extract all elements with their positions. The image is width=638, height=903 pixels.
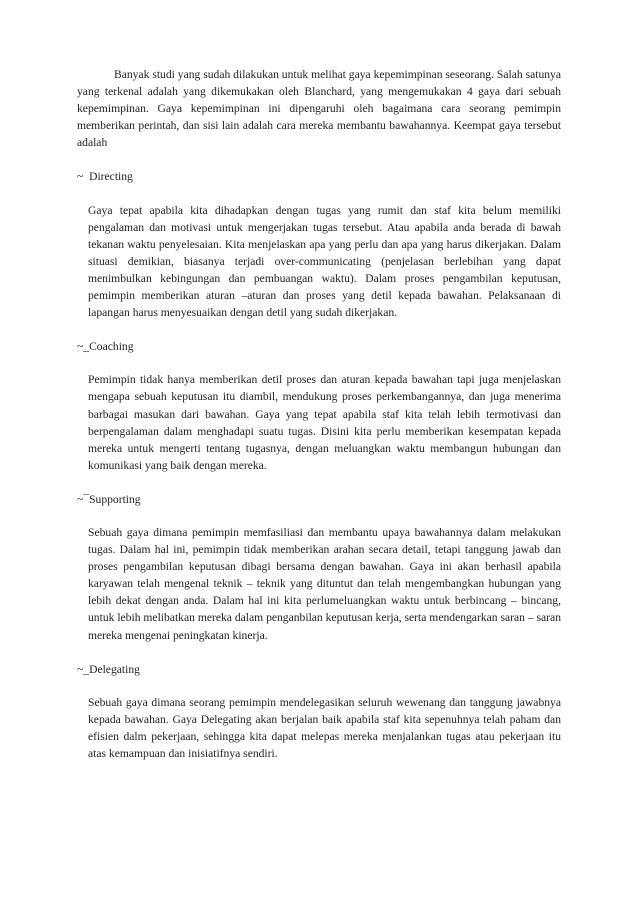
section-directing	[77, 168, 561, 321]
section-heading-supporting: ~¯Supporting	[77, 492, 141, 506]
section-heading-coaching: ~_Coaching	[77, 340, 134, 354]
intro-paragraph: Banyak studi yang sudah dilakukan untuk melihat gaya kepemimpinan seseorang. Salah satunya yang terkenal adalah yang dikemukakan oleh Blanchard, yang mengemukakan 4 gaya dari sebuah kepemimpinan. Gaya kepemimpinan ini dipengaruhi oleh bagaimana cara seorang pemimpin memberikan perintah, dan sisi lain adalah cara mereka membantu bawahannya. Keempat gaya tersebut adalah	[77, 68, 561, 150]
section-heading-directing: ~ Directing	[77, 170, 133, 184]
section-delegating	[77, 661, 561, 762]
section-body-coaching: Pemimpin tidak hanya memberikan detil proses dan aturan kepada bawahan tapi juga menjelaskan mengapa sebuah keputusan itu diambil, mendukung proses perkembangannya, dan juga menerima barbagai masukan dari bawahan. Gaya yang tepat apabila staf kita telah lebih termotivasi dan berpengalaman dalam menghadapi suatu tugas. Disini kita perlu memberikan kesempatan kepada mereka untuk mengerti tentang tugasnya, dengan meluangkan waktu membangun hubungan dan komunikasi yang baik dengan mereka.	[88, 373, 561, 472]
section-supporting	[77, 491, 561, 644]
section-body-directing: Gaya tepat apabila kita dihadapkan dengan tugas yang rumit dan staf kita belum memiliki pengalaman dan motivasi untuk mengerjakan tugas tersebut. Atau apabila anda berada di bawah tekanan waktu penyelesaian. Kita menjelaskan apa yang perlu dan apa yang harus dikerjakan. Dalam situasi demikian, biasanya terjadi over-communicating (penjelasan berlebihan yang dapat menimbulkan kebingungan dan pembuangan waktu). Dalam proses pengambilan keputusan, pemimpin memberikan aturan –aturan dan proses yang detil kepada bawahan. Pelaksanaan di lapangan harus menyesuaikan dengan detil yang sudah dikerjakan.	[88, 203, 561, 320]
section-body-supporting: Sebuah gaya dimana pemimpin memfasiliasi dan membantu upaya bawahannya dalam melakukan tugas. Dalam hal ini, pemimpin tidak memberikan arahan secara detail, tetapi tanggung jawab dan proses pengambilan keputusan dibagi bersama dengan bawahan. Gaya ini akan berhasil apabila karyawan telah mengenal teknik – teknik yang dituntut dan telah mengembangkan hubungan yang lebih dekat dengan anda. Dalam hal ini kita perlumeluangkan waktu untuk berbincang – bincang, untuk lebih melibatkan mereka dalam penganbilan keputusan kerja, serta mendengarkan saran – saran mereka mengenai peningkatan kinerja.	[88, 525, 561, 642]
section-coaching	[77, 338, 561, 474]
document-page	[77, 66, 561, 762]
section-heading-delegating: ~_Delegating	[77, 662, 140, 676]
section-body-delegating: Sebuah gaya dimana seorang pemimpin mendelegasikan seluruh wewenang dan tanggung jawabnya kepada bawahan. Gaya Delegating akan berjalan baik apabila staf kita sepenuhnya telah paham dan efisien dalm pekerjaan, sehingga kita dapat melepas mereka menjalankan tugas atau pekerjaan itu atas kemampuan dan inisiatifnya sendiri.	[88, 695, 561, 760]
